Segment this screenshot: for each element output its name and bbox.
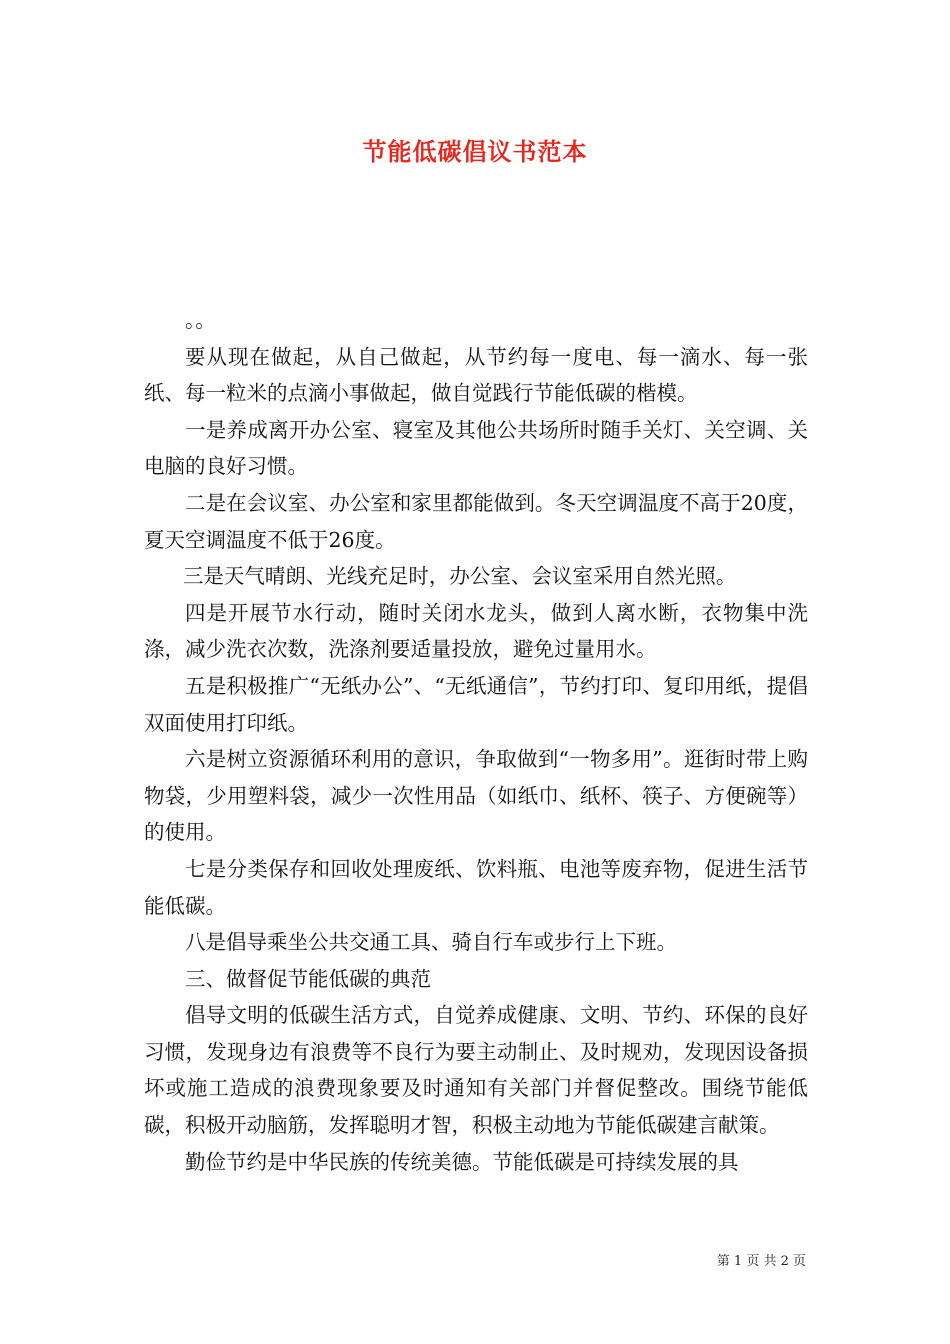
paragraph: 五是积极推广“无纸办公”、“无纸通信”，节约打印、复印用纸，提倡双面使用打印纸。: [144, 673, 808, 735]
paragraph: 三是天气晴朗、光线充足时，办公室、会议室采用自然光照。: [182, 564, 737, 589]
document-body: [144, 302, 808, 1180]
paragraph: 勤俭节约是中华民族的传统美德。节能低碳是可持续发展的具: [185, 1149, 739, 1174]
paragraph: 八是倡导乘坐公共交通工具、骑自行车或步行上下班。: [185, 930, 677, 955]
paragraph: 一是养成离开办公室、寝室及其他公共场所时随手关灯、关空调、关电脑的良好习惯。: [144, 417, 808, 479]
paragraph: 要从现在做起，从自己做起，从节约每一度电、每一滴水、每一张纸、每一粒米的点滴小事做起，做自觉践行节能低碳的楷模。: [144, 344, 808, 406]
paragraph: 倡导文明的低碳生活方式，自觉养成健康、文明、节约、环保的良好习惯，发现身边有浪费等不良行为要主动制止、及时规劝，发现因设备损坏或施工造成的浪费现象要及时通知有关部门并督促整改。围绕节能低碳，积极开动脑筋，发挥聪明才智，积极主动地为节能低碳建言献策。: [144, 1003, 808, 1138]
paragraph: 四是开展节水行动，随时关闭水龙头，做到人离水断，衣物集中洗涤，减少洗衣次数，洗涤剂要适量投放，避免过量用水。: [144, 600, 808, 662]
paragraph: 七是分类保存和回收处理废纸、饮料瓶、电池等废弃物，促进生活节能低碳。: [144, 856, 808, 918]
paragraph: 。。: [185, 308, 216, 332]
paragraph: 六是树立资源循环利用的意识，争取做到“一物多用”。逛街时带上购物袋，少用塑料袋，减少一次性用品（如纸巾、纸杯、筷子、方便碗等）的使用。: [144, 747, 808, 845]
paragraph: 二是在会议室、办公室和家里都能做到。冬天空调温度不高于20度，夏天空调温度不低于26度。: [144, 490, 808, 552]
section-heading: 三、做督促节能低碳的典范: [185, 966, 431, 991]
document-title: 节能低碳倡议书范本: [362, 137, 588, 166]
page-number: 第 1 页 共 2 页: [716, 1254, 806, 1269]
